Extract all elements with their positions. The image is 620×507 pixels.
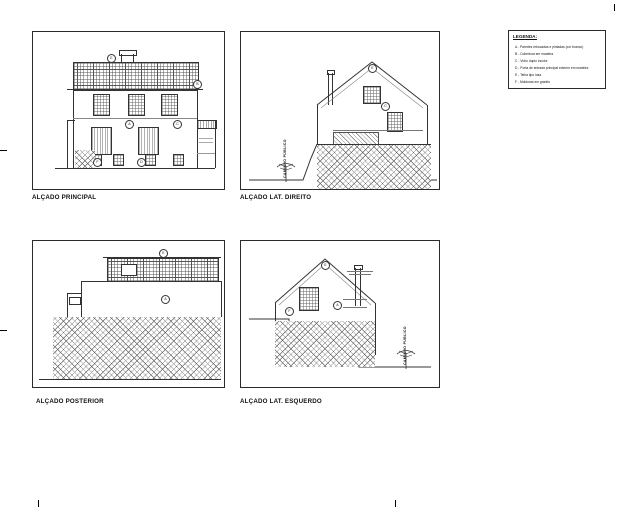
facade-mid-band [73, 118, 197, 119]
marker-d: D [137, 158, 146, 167]
legend-item-e: E - Telha tipo lusa [515, 73, 542, 77]
door-ground-mid [138, 127, 159, 155]
page-tick-top-right [614, 4, 615, 11]
terrain-left-fill [275, 321, 375, 367]
back-wall-right [221, 281, 222, 317]
legend-item-a: A - Paredes rebocadas e pintadas (cor branco) [515, 45, 584, 49]
panel-alcado-posterior [32, 240, 225, 388]
left-annex-stone [75, 150, 95, 168]
annex-back-edge [67, 293, 68, 317]
left-annex-edge [67, 120, 68, 168]
window-upper-left [93, 94, 110, 116]
panel-alcado-lat-direito [240, 31, 440, 190]
left-annex-top [67, 120, 75, 121]
marker-c-right: C [381, 102, 390, 111]
annex-back-detail [69, 297, 81, 305]
right-annex-detail-1 [199, 138, 213, 139]
back-wall-left [81, 281, 82, 317]
marker-e-back: E [159, 249, 168, 258]
window-upper-right [161, 94, 178, 116]
window-ground-b [113, 154, 124, 166]
panel-alcado-principal [32, 31, 225, 190]
legend-box [508, 30, 606, 89]
right-annex-base [197, 153, 215, 154]
caption-alcado-posterior: ALÇADO POSTERIOR [36, 398, 104, 405]
window-ground-d [173, 154, 184, 166]
roof-eave-back [81, 281, 221, 282]
chimney-side-left [121, 54, 122, 62]
caption-alcado-lat-direito: ALÇADO LAT. DIREITO [240, 194, 312, 201]
marker-a-back: A [161, 295, 170, 304]
label-caminho-publico-direito: CAMINHO PÚBLICO [283, 139, 287, 178]
roof-tiles [73, 62, 199, 90]
page-tick-left-1 [0, 150, 7, 151]
window-ground-c [145, 154, 156, 166]
terrain-slope [241, 32, 439, 189]
marker-e: E [107, 54, 116, 63]
right-annex-detail-2 [199, 142, 213, 143]
marker-b: B [193, 80, 202, 89]
legend-item-b: B - Cobertura em madeira [515, 52, 554, 56]
page-tick-left-2 [0, 330, 7, 331]
window-upper-mid [128, 94, 145, 116]
window-roof-back [121, 264, 137, 276]
caption-alcado-lat-esquerdo: ALÇADO LAT. ESQUERDO [240, 398, 322, 405]
marker-e-left: E [321, 261, 330, 270]
facade-top-line [73, 90, 197, 91]
marker-c: C [173, 120, 182, 129]
facade-right-edge [197, 90, 198, 168]
marker-a: A [125, 120, 134, 129]
legend-item-d: D - Porta de entrada principal exterior em madeira [515, 66, 589, 70]
terrain-back [53, 317, 221, 379]
label-caminho-publico-esquerdo: CAMINHO PÚBLICO [403, 326, 407, 365]
annex-back-top [67, 293, 81, 294]
marker-f: F [93, 158, 102, 167]
terrain-back-bottom [39, 379, 221, 380]
marker-a-left: A [333, 301, 342, 310]
panel-alcado-lat-esquerdo [240, 240, 440, 388]
chimney-side-right [133, 54, 134, 62]
legend-item-f: F - Molduras em granito [515, 80, 550, 84]
legend-title: LEGENDA: [513, 34, 537, 39]
right-annex-edge [215, 120, 216, 168]
caption-alcado-principal: ALÇADO PRINCIPAL [32, 194, 97, 201]
facade-left-edge [73, 90, 74, 168]
right-annex-roof [197, 120, 217, 129]
ground-line [55, 168, 215, 169]
legend-item-c: C - Vidro duplo incolor [515, 59, 548, 63]
marker-e-right: E [368, 64, 377, 73]
marker-f-left: F [285, 307, 294, 316]
